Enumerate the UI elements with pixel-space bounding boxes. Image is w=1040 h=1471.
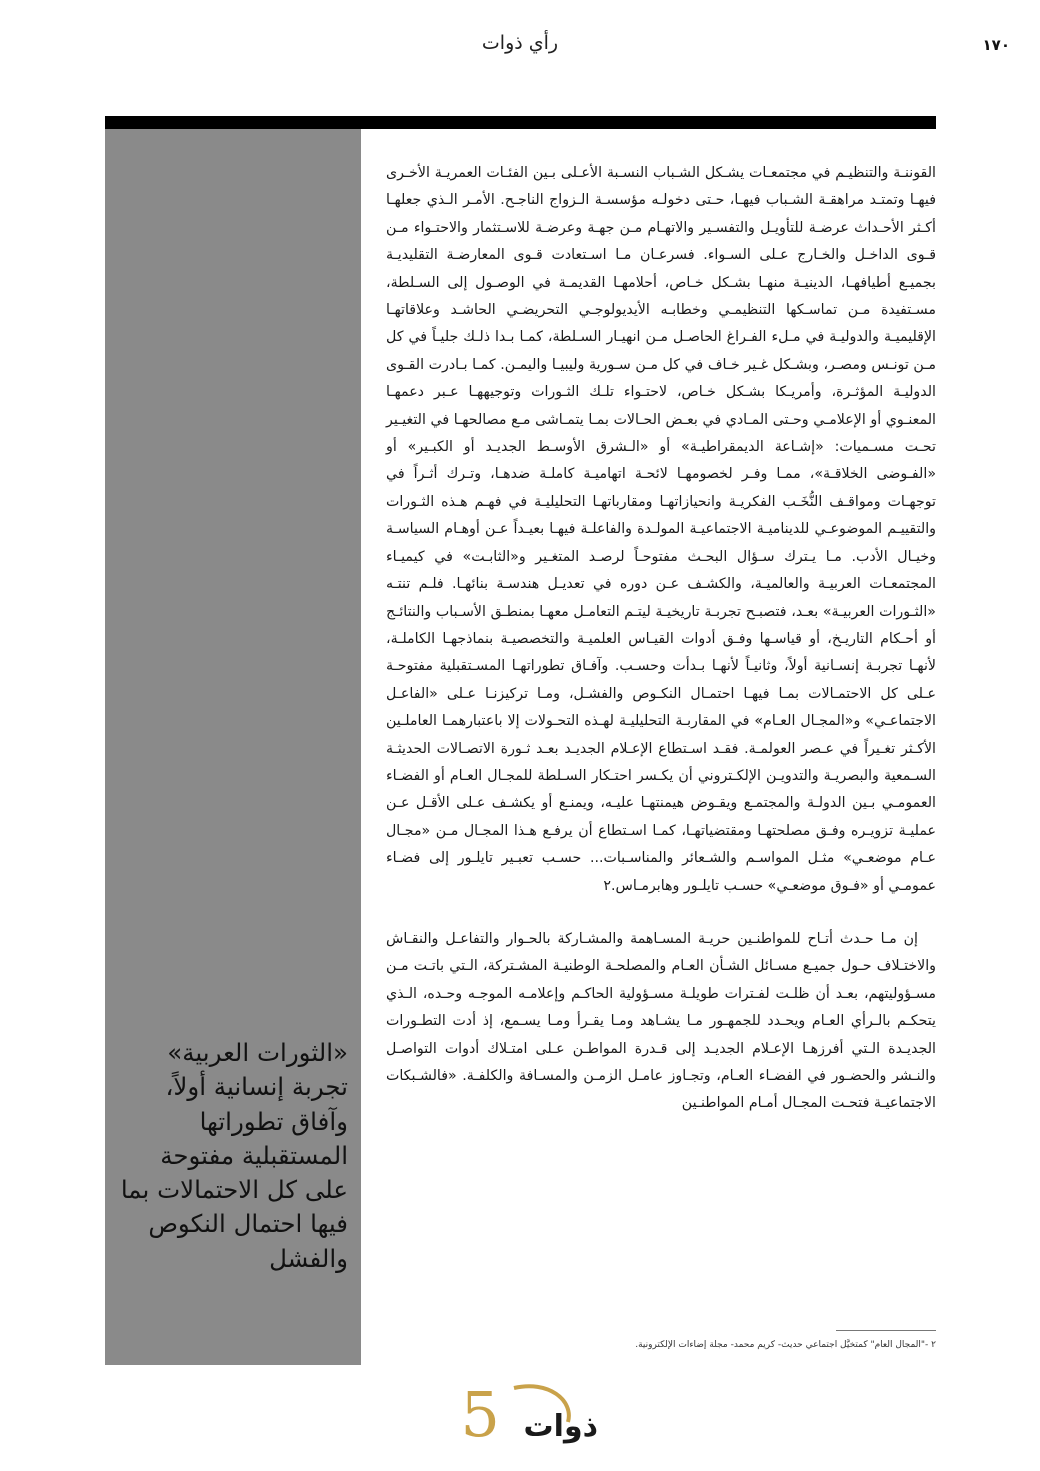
page-number: ١٧٠ (982, 36, 1010, 54)
pull-quote: «الثورات العربية» تجربة إنسانية أولاً، وآفاق تطوراتها المستقبلية مفتوحة على كل الاحتمالات بما فيها احتمال النكوص والفشل (120, 1038, 348, 1273)
running-title: رأي ذوات (481, 32, 559, 54)
article-body (386, 160, 936, 1118)
article-paragraph: القوننـة والتنظيـم في مجتمعـات يشـكل الشـباب النسـبة الأعـلى بـين الفئـات العمريـة الأخـرى فيهـا وتمتـد مراهقـة الشـباب فيهـا، حـتى دخولـه مؤسسـة الـزواج الناجـح. الأمـر الـذي جعلهـا أكـثر الأحـداث عرضـة للتأويـل والتفسـير والاتهـام مـن جهـة وعرضـة للاسـتثمار والاحتـواء مـن قـوى الداخـل والخـارج عـلى السـواء. فسرعـان مـا اسـتعادت قـوى المعارضـة التقليديـة بجميـع أطيافهـا، الدينيـة منهـا بشـكل خـاص، أحلامهـا القديمـة في الوصـول إلى السـلطة، مسـتفيدة مـن تماسـكها التنظيمـي وخطابـه الأيديولوجـي التحريضـي الحاشـد وعلاقاتهـا الإقليميـة والدوليـة في مـلء الفـراغ الحاصـل مـن انهيـار السـلطة، كمـا بـدا ذلـك جليـاً في كل مـن تونـس ومصـر، وبشـكل غـير خـاف في كل مـن سـورية وليبيـا واليمـن. كمـا بـادرت القـوى الدوليـة المؤثـرة، وأمريـكا بشـكل خـاص، لاحتـواء تلـك الثـورات وتوجيههـا عـبر دعمهـا المعنـوي أو الإعلامـي وحـتى المـادي في بعـض الحـالات بمـا يتمـاشى مـع مصالحهـا في التغيـير تحـت مسـميات: «إشـاعة الديمقراطيـة» أو «الـشرق الأوسـط الجديـد أو الكبـير» أو «الفـوضى الخلاقـة»، ممـا وفـر لخصومهـا لائحـة اتهاميـة كاملـة ضدهـا، وتـرك أثـراً في توجهـات ومواقـف النُّخَـب الفكريـة وانحيازاتهـا ومقارباتهـا التحليليـة في فهـم هـذه الثـورات والتقييـم الموضوعـي للديناميـة الاجتماعيـة المولـدة والفاعلـة فيهـا بعيـداً عـن أوهـام السياسـة وخيـال الأدب. مـا يـترك سـؤال البحـث مفتوحـاً لرصـد المتغـير و«الثابـت» في كيميـاء المجتمعـات العربيـة والعالميـة، والكشـف عـن دوره في تعديـل هندسـة بنائهـا. فلـم تنتـه «الثـورات العربيـة» بعـد، فتصبـح تجربـة تاريخيـة ليتـم التعامـل معهـا بمنطـق الأسـباب والنتائـج أو أحـكام التاريـخ، أو قياسـها وفـق أدوات القيـاس العلميـة والتخصصيـة بنماذجهـا الكاملـة، لأنهـا تجربـة إنسـانية أولاً، وثانيـاً لأنهـا بـدأت وحسـب. وآفـاق تطوراتهـا المسـتقبلية مفتوحـة عـلى كل الاحتمـالات بمـا فيهـا احتمـال النكـوص والفشـل، ومـا تركيزنـا عـلى «الفاعـل الاجتماعـي» و«المجـال العـام» في المقاربـة التحليليـة لهـذه التحـولات إلا باعتبارهمـا العاملـين الأكـثر تغـيراً في عـصر العولمـة. فقـد اسـتطاع الإعـلام الجديـد بعـد ثـورة الاتصـالات الحديثـة السـمعية والبصريـة والتدويـن الإلكـتروني أن يكـسر احتـكار السـلطة للمجـال العـام أو الفضـاء العمومـي بـين الدولـة والمجتمـع ويقـوض هيمنتهـا عليـه، ويمنـع أو يكشـف عـلى الأقـل عـن عمليـة تزويـره وفـق مصلحتهـا ومقتضياتهـا، كمـا اسـتطاع أن يرفـع هـذا المجـال مـن «مجـال عـام موضعـي» مثـل المواسـم والشـعائر والمناسـبات... حسـب تعبـير تايلـور إلى فضـاء عمومـي أو «فـوق موضعـي» حسـب تايلـور وهابرمـاس.٢ (386, 165, 936, 894)
article-paragraph: إن مـا حـدث أتـاح للمواطنـين حريـة المسـاهمة والمشـاركة بالحـوار والتفاعـل والنقـاش والاختـلاف حـول جميـع مسـائل الشـأن العـام والمصلحـة الوطنيـة المشـتركة، الـتي باتـت مـن مسـؤوليتهم، بعـد أن ظلـت لفـترات طويلـة مسـؤولية الحاكـم وإعلامـه الموجـه وحـده، الـذي يتحكـم بالـرأي العـام ويحـدد للجمهـور مـا يشـاهد ومـا يقـرأ ومـا يسـمع، إذ أدت التطـورات الجديـدة الـتي أفرزهـا الإعـلام الجديـد إلى قـدرة المواطـن عـلى امتـلاك أدوات التواصـل والنـشر والحضـور في الفضـاء العـام، وتجـاوز عامـل الزمـن والمسـافة والكلفـة. «فالشـبكات الاجتماعيـة فتحـت المجـال أمـام المواطنـين (386, 930, 936, 1112)
logo-wordmark: ذوات (523, 1409, 598, 1444)
black-bar (105, 116, 936, 129)
dhawat-logo (460, 1378, 610, 1451)
footnote: ٢ -"المجال العام" كمتخيَّل اجتماعي حديث- كريم محمد- مجلة إضاءات الإلكترونية. (635, 1340, 936, 1350)
logo-numeral: 5 (460, 1378, 500, 1451)
footnote-rule (836, 1330, 936, 1331)
